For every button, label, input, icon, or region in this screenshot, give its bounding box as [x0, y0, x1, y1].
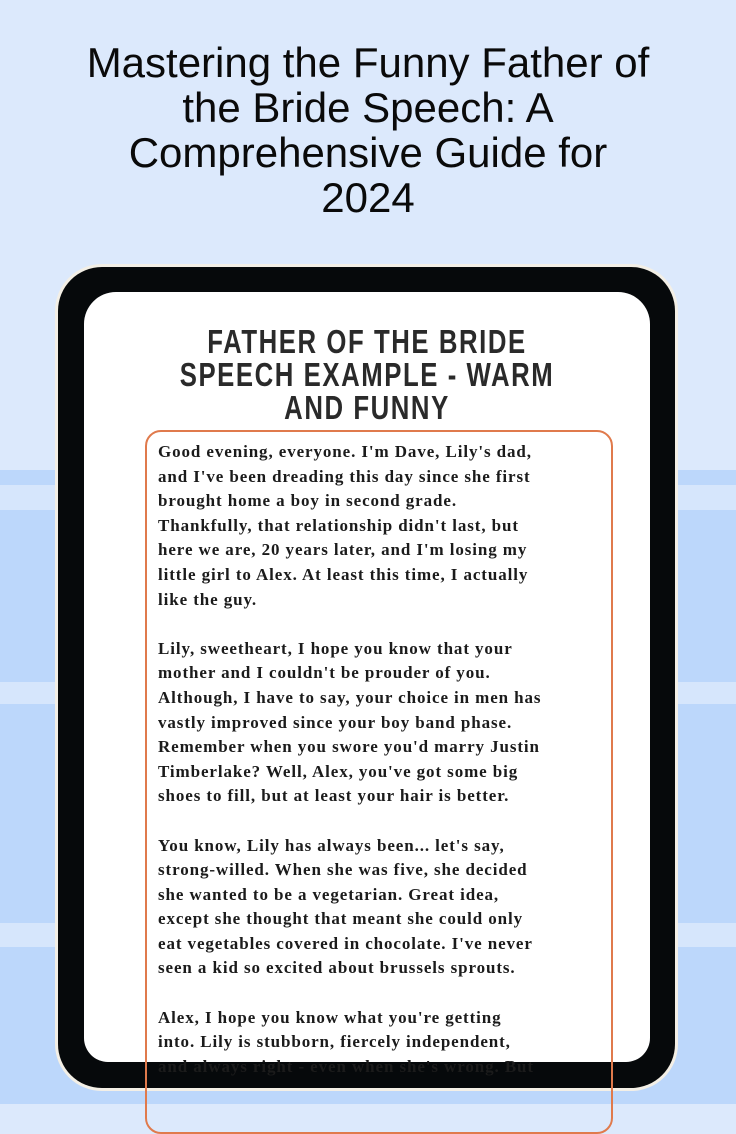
speech-line: Lily, sweetheart, I hope you know that your — [158, 638, 513, 658]
tablet-frame — [58, 267, 675, 1088]
speech-line: like the guy. — [158, 589, 258, 609]
speech-line: vastly improved since your boy band phase. — [158, 712, 513, 732]
headline-line: the Bride Speech: A — [182, 84, 554, 131]
headline-line: Mastering the Funny Father of — [86, 39, 650, 86]
card-title — [146, 325, 587, 424]
speech-line: Timberlake? Well, Alex, you've got some big — [158, 761, 519, 781]
speech-line: Alex, I hope you know what you're getting — [158, 1007, 502, 1027]
speech-line: little girl to Alex. At least this time, I actually — [158, 564, 529, 584]
headline — [20, 40, 716, 220]
speech-line: mother and I couldn't be prouder of you. — [158, 663, 491, 683]
speech-line: except she thought that meant she could only — [158, 909, 523, 929]
speech-line: shoes to fill, but at least your hair is better. — [158, 786, 510, 806]
speech-line: seen a kid so excited about brussels sprouts. — [158, 958, 516, 978]
speech-line: Remember when you swore you'd marry Justin — [158, 737, 540, 757]
speech-line: here we are, 20 years later, and I'm losing my — [158, 540, 528, 560]
speech-paragraph — [158, 834, 541, 982]
speech-line: and always right - even when she's wrong. But — [158, 1056, 534, 1076]
speech-line: Good evening, everyone. I'm Dave, Lily's dad, — [158, 442, 532, 461]
card-title-line: SPEECH EXAMPLE - WARM — [179, 356, 555, 393]
speech-line: into. Lily is stubborn, fiercely independent, — [158, 1032, 511, 1052]
speech-paragraph — [158, 637, 541, 809]
card-title-line: AND FUNNY — [284, 389, 450, 426]
speech-box — [145, 430, 613, 1134]
speech-line: Thankfully, that relationship didn't last, but — [158, 515, 519, 535]
headline-line: 2024 — [321, 174, 415, 221]
tablet-screen — [84, 292, 650, 1076]
speech-text — [158, 440, 541, 1104]
speech-line: and I've been dreading this day since she first — [158, 466, 531, 486]
speech-line: You know, Lily has always been... let's say, — [158, 835, 505, 855]
speech-paragraph — [158, 1006, 541, 1080]
speech-paragraph — [158, 440, 541, 612]
speech-line: brought home a boy in second grade. — [158, 491, 457, 511]
headline-line: Comprehensive Guide for — [128, 129, 608, 176]
speech-line: Although, I have to say, your choice in men has — [158, 687, 542, 707]
card-title-line: FATHER OF THE BRIDE — [207, 323, 527, 360]
speech-line: eat vegetables covered in chocolate. I've never — [158, 933, 533, 953]
speech-line: strong-willed. When she was five, she decided — [158, 860, 528, 880]
speech-line: she wanted to be a vegetarian. Great idea, — [158, 884, 500, 904]
